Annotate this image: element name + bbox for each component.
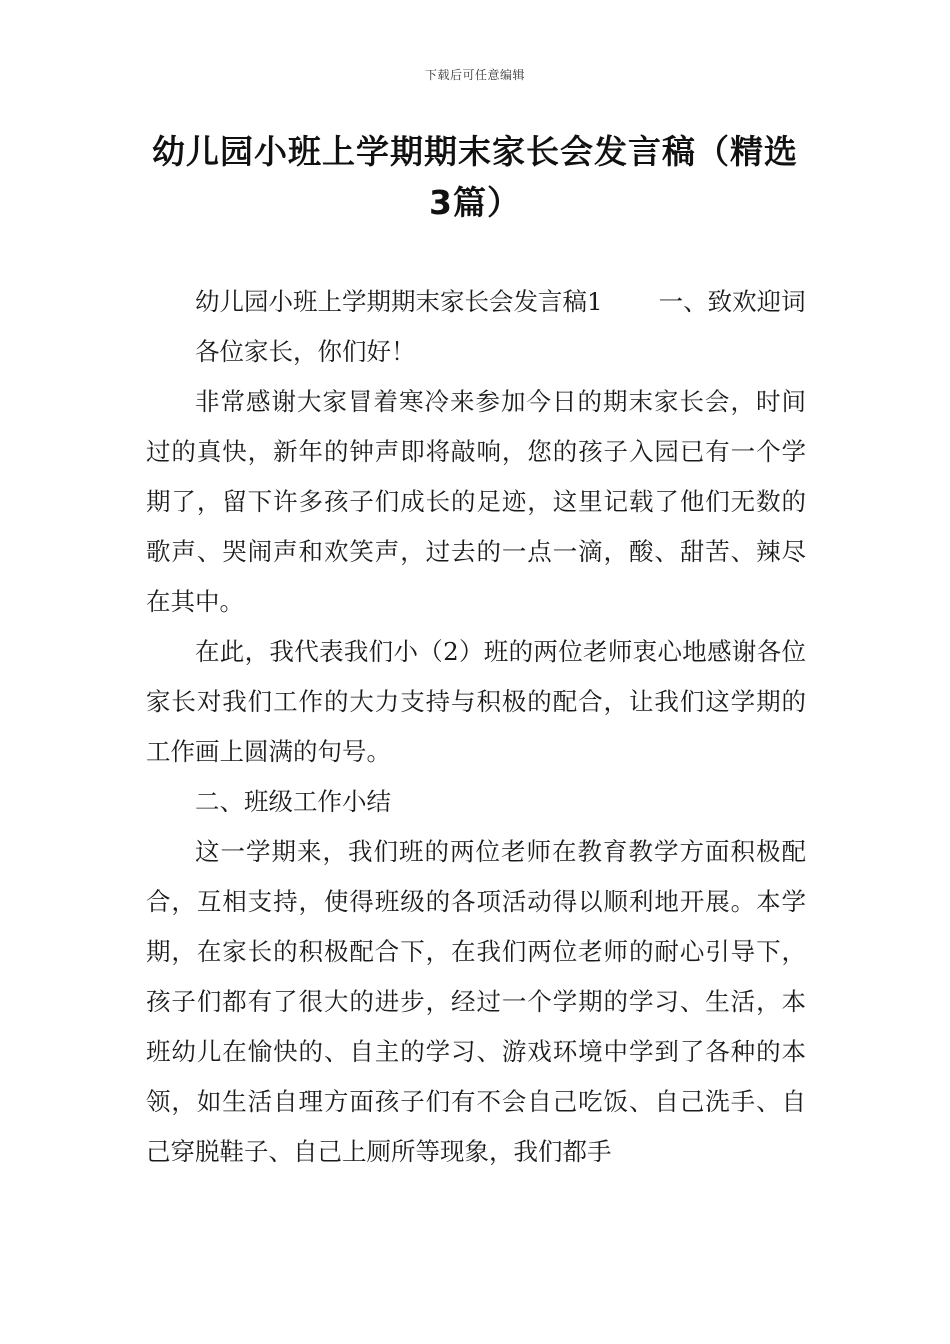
section-heading-summary: 二、班级工作小结 <box>195 787 391 816</box>
paragraph-summary: 这一学期来，我们班的两位老师在教育教学方面积极配合，互相支持，使得班级的各项活动得以顺利地开展。本学期，在家长的积极配合下，在我们两位老师的耐心引导下，孩子们都有了很大的进步，经过一个学期的学习、生活，本班幼儿在愉快的、自主的学习、游戏环境中学到了各种的本领，如生活自理方面孩子们有不会自己吃饭、自己洗手、自己穿脱鞋子、自己上厕所等现象，我们都手 <box>146 837 806 1166</box>
paragraph-thanks: 非常感谢大家冒着寒冷来参加今日的期末家长会，时间过的真快，新年的钟声即将敲响，您的孩子入园已有一个学期了，留下许多孩子们成长的足迹，这里记载了他们无数的歌声、哭闹声和欢笑声，过去的一点一滴，酸、甜苦、辣尽在其中。 <box>146 387 806 616</box>
header-note: 下载后可任意编辑 <box>424 68 525 82</box>
intro-line <box>146 277 806 327</box>
document-body <box>146 277 806 1177</box>
speech-subtitle: 幼儿园小班上学期期末家长会发言稿1 <box>195 287 603 316</box>
section-heading-welcome: 一、致欢迎词 <box>658 287 806 316</box>
paragraph-greeting: 各位家长，你们好！ <box>195 337 416 366</box>
paragraph-gratitude: 在此，我代表我们小（2）班的两位老师衷心地感谢各位家长对我们工作的大力支持与积极的配合，让我们这学期的工作画上圆满的句号。 <box>146 637 806 766</box>
document-title: 幼儿园小班上学期期末家长会发言稿（精选3篇） <box>152 132 798 222</box>
